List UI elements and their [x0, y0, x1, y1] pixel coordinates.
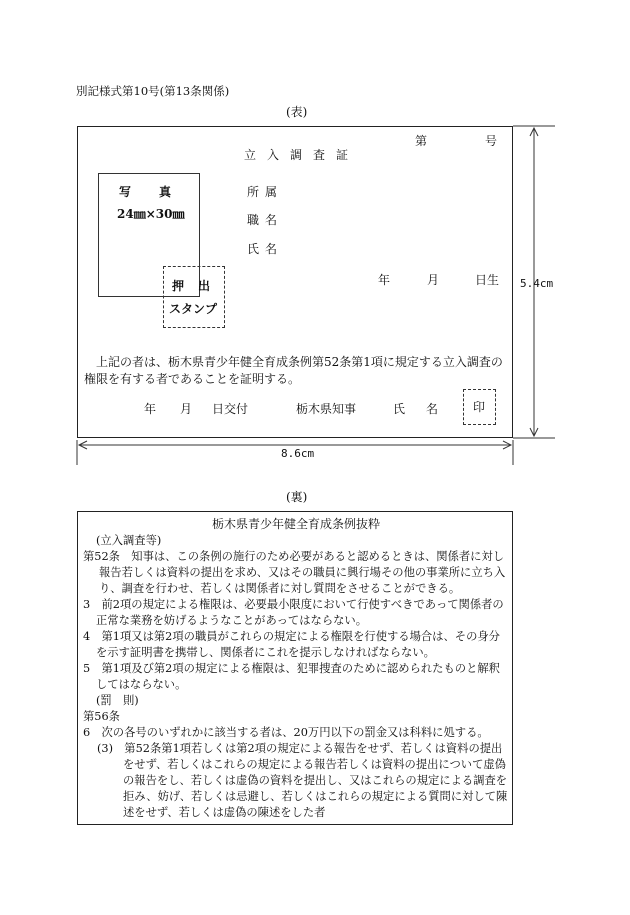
photo-label: 写真 [119, 185, 200, 199]
issue-day: 日交付 [212, 402, 249, 416]
issuer: 栃木県知事 [296, 402, 357, 416]
back-side-label: (裏) [286, 490, 308, 504]
issuer-name-label: 名 [426, 402, 439, 416]
photo-size: 24㎜×30㎜ [117, 207, 185, 221]
id-card-back [77, 511, 513, 825]
excerpt-heading: 栃木県青少年健全育成条例抜粋 [211, 517, 380, 531]
article-52-paragraph-5: 5 第1項及び第2項の規定による権限は、犯罪捜査のために認められたものと解釈してはならない。 [83, 662, 500, 691]
article-52-paragraph-4: 4 第1項又は第2項の職員がこれらの規定による権限を行使する場合は、その身分を示す証明書を携帯し、関係者にこれを提示しなければならない。 [83, 630, 500, 659]
issuer-surname-label: 氏 [393, 402, 406, 416]
section-title-inspection: (立入調査等) [96, 534, 162, 547]
birth-month: 月 [427, 273, 440, 287]
issue-year: 年 [144, 402, 157, 416]
field-affiliation: 所属 [247, 185, 284, 199]
number-prefix: 第 [415, 134, 428, 148]
field-job-title: 職名 [247, 213, 284, 227]
seal-label: 印 [473, 400, 486, 414]
ordinance-excerpt [83, 516, 509, 821]
front-side-label: (表) [286, 105, 308, 119]
number-suffix: 号 [485, 134, 498, 148]
stamp-label-line1: 押出 [172, 279, 225, 293]
article-52-paragraph-1: 第52条 知事は、この条例の施行のため必要があると認めるときは、関係者に対し報告若しくは資料の提出を求め、又はその職員に興行場その他の事業所に立ち入り、調査を行わせ、若しくは関係者に対し質問をさせることができる。 [83, 550, 506, 595]
width-dimension-label: 8.6cm [281, 447, 315, 460]
height-dimension-label: 5.4cm [520, 277, 554, 290]
stamp-label-line2: スタンプ [169, 302, 218, 316]
certification-text: 上記の者は、栃木県青少年健全育成条例第52条第1項に規定する立入調査の権限を有する者であることを証明する。 [84, 355, 503, 386]
section-title-penalties: (罰 則) [96, 694, 139, 707]
card-title: 立入調査証 [244, 148, 360, 162]
birth-year: 年 [378, 273, 391, 287]
article-52-paragraph-3: 3 前2項の規定による権限は、必要最小限度において行使すべきであって関係者の正常な業務を妨げるようなことがあってはならない。 [83, 598, 504, 627]
field-name: 氏名 [247, 242, 284, 256]
article-56-item-3: (3) 第52条第1項若しくは第2項の規定による報告をせず、若しくは資料の提出をせず、若しくはこれらの規定による報告若しくは資料の提出について虚偽の報告をし、若しくは虚偽の資料を提出し、又はこれらの規定による調査を拒み、妨げ、若しくは忌避し、若しくはこれらの規定による質問に対して陳述をせず、若しくは虚偽の陳述をした者 [97, 742, 508, 819]
issue-month: 月 [180, 402, 193, 416]
article-56-paragraph-6: 6 次の各号のいずれかに該当する者は、20万円以下の罰金又は科料に処する。 [83, 726, 489, 739]
form-title: 別記様式第10号(第13条関係) [76, 84, 230, 98]
article-56-heading: 第56条 [83, 710, 120, 723]
birth-day: 日生 [475, 273, 500, 287]
